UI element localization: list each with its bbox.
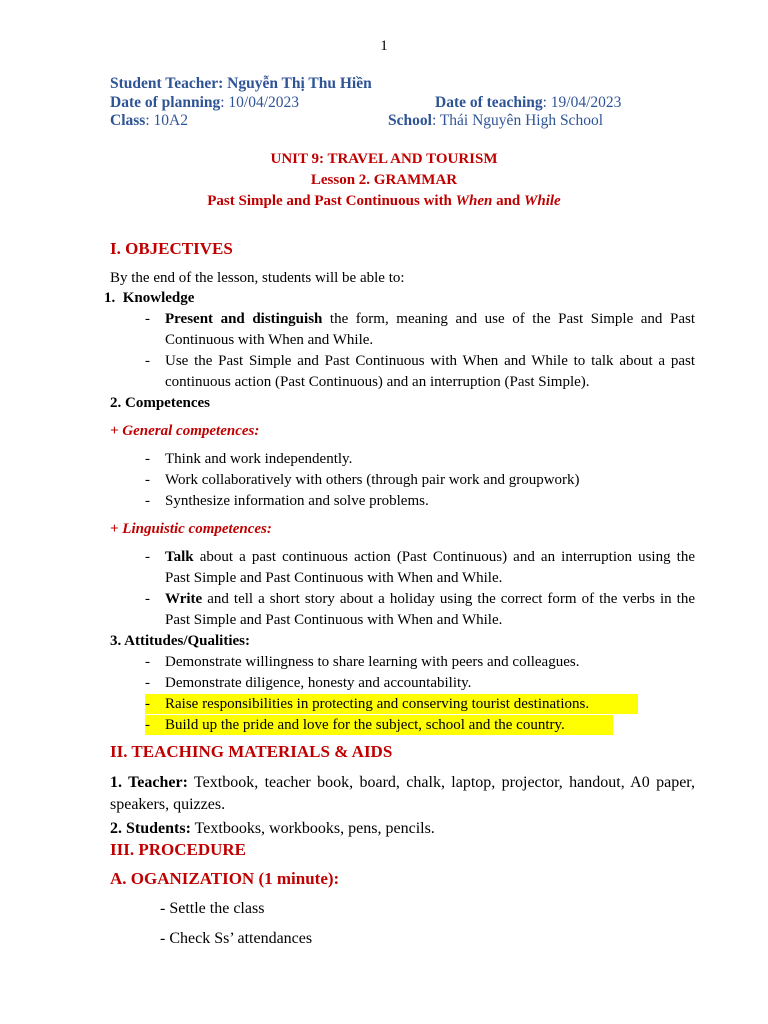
linguistic-competences-heading: + Linguistic competences:: [110, 521, 272, 537]
class-label: Class: [110, 112, 146, 129]
linguistic-item-2-bold: Write: [165, 591, 203, 607]
attitudes-heading: 3. Attitudes/Qualities:: [110, 633, 251, 649]
knowledge-title: Knowledge: [122, 290, 195, 306]
general-competences-heading: + General competences:: [110, 423, 260, 439]
class-info: [110, 111, 188, 131]
bullet-dash: -: [145, 451, 150, 467]
topic-and: and: [492, 193, 525, 209]
class-value: : 10A2: [145, 112, 188, 129]
knowledge-item-1-text: the form, meaning and use of the Past Simple and Past Continuous with When and While.: [165, 311, 695, 348]
school-info: [388, 111, 603, 131]
bullet-dash: -: [145, 493, 150, 509]
materials-students-label: 2. Students:: [110, 820, 191, 837]
bullet-dash: -: [145, 311, 150, 327]
attitude-item-1: Demonstrate willingness to share learning with peers and colleagues.: [165, 654, 580, 670]
topic-title: [0, 191, 768, 211]
unit-title: UNIT 9: TRAVEL AND TOURISM: [270, 151, 498, 167]
organization-heading: A. OGANIZATION (1 minute):: [110, 869, 340, 888]
teaching-label: Date of teaching: [435, 94, 543, 111]
objectives-intro: By the end of the lesson, students will be able to:: [110, 270, 405, 286]
knowledge-heading: [104, 288, 194, 308]
planning-value: : 10/04/2023: [220, 94, 300, 111]
planning-label: Date of planning: [110, 94, 221, 111]
linguistic-item-2: [165, 589, 695, 631]
bullet-dash: -: [145, 717, 150, 733]
competences-heading: 2. Competences: [110, 395, 210, 411]
teacher-label: Student Teacher:: [110, 75, 228, 92]
topic-when: When: [455, 193, 493, 209]
procedure-step-2: - Check Ss’ attendances: [160, 930, 313, 947]
attitude-item-2: Demonstrate diligence, honesty and accountability.: [165, 675, 472, 691]
topic-prefix: Past Simple and Past Continuous with: [207, 193, 456, 209]
materials-students-text: Textbooks, workbooks, pens, pencils.: [190, 820, 435, 837]
bullet-dash: -: [145, 549, 150, 565]
bullet-dash: -: [145, 675, 150, 691]
teacher-name: Nguyễn Thị Thu Hiền: [227, 75, 372, 92]
teaching-value: : 19/04/2023: [542, 94, 622, 111]
bullet-dash: -: [145, 591, 150, 607]
bullet-dash: -: [145, 654, 150, 670]
lesson-title: Lesson 2. GRAMMAR: [310, 172, 458, 188]
general-item-3: Synthesize information and solve problems.: [165, 493, 429, 509]
objectives-heading: I. OBJECTIVES: [110, 239, 233, 258]
bullet-dash: -: [145, 696, 150, 712]
knowledge-number: 1.: [104, 290, 116, 306]
linguistic-item-2-text: and tell a short story about a holiday using the correct form of the verbs in the Past Simple and Past Continuous with When and While.: [165, 591, 695, 628]
knowledge-item-1-bold: Present and distinguish: [165, 311, 323, 327]
linguistic-item-1-bold: Talk: [165, 549, 194, 565]
school-value: : Thái Nguyên High School: [431, 112, 603, 129]
materials-teacher-text: Textbook, teacher book, board, chalk, laptop, projector, handout, A0 paper, speakers, quizzes.: [110, 774, 695, 813]
materials-heading: II. TEACHING MATERIALS & AIDS: [110, 742, 393, 761]
materials-teacher-label: 1. Teacher:: [110, 774, 188, 791]
attitude-item-4: Build up the pride and love for the subject, school and the country.: [165, 717, 565, 733]
teaching-date: [435, 93, 621, 113]
procedure-heading: III. PROCEDURE: [110, 840, 247, 859]
knowledge-item-1: [165, 309, 695, 351]
school-label: School: [388, 112, 432, 129]
page-number: 1: [380, 38, 388, 54]
student-teacher-line: [110, 74, 372, 94]
topic-while: While: [524, 193, 561, 209]
procedure-step-1: - Settle the class: [160, 900, 265, 917]
bullet-dash: -: [145, 472, 150, 488]
planning-date: [110, 93, 299, 113]
knowledge-item-2: Use the Past Simple and Past Continuous with When and While to talk about a past continuous action (Past Continuous) and an interruption (Past Simple).: [165, 353, 695, 390]
linguistic-item-1-text: about a past continuous action (Past Continuous) and an interruption using the Past Simple and Past Continuous with When and While.: [165, 549, 695, 586]
general-item-2: Work collaboratively with others (through pair work and groupwork): [165, 472, 580, 488]
bullet-dash: -: [145, 353, 150, 369]
general-item-1: Think and work independently.: [165, 451, 353, 467]
linguistic-item-1: [165, 547, 695, 589]
materials-students: [110, 818, 435, 840]
attitude-item-3: Raise responsibilities in protecting and conserving tourist destinations.: [165, 696, 590, 712]
materials-teacher: [110, 772, 695, 816]
